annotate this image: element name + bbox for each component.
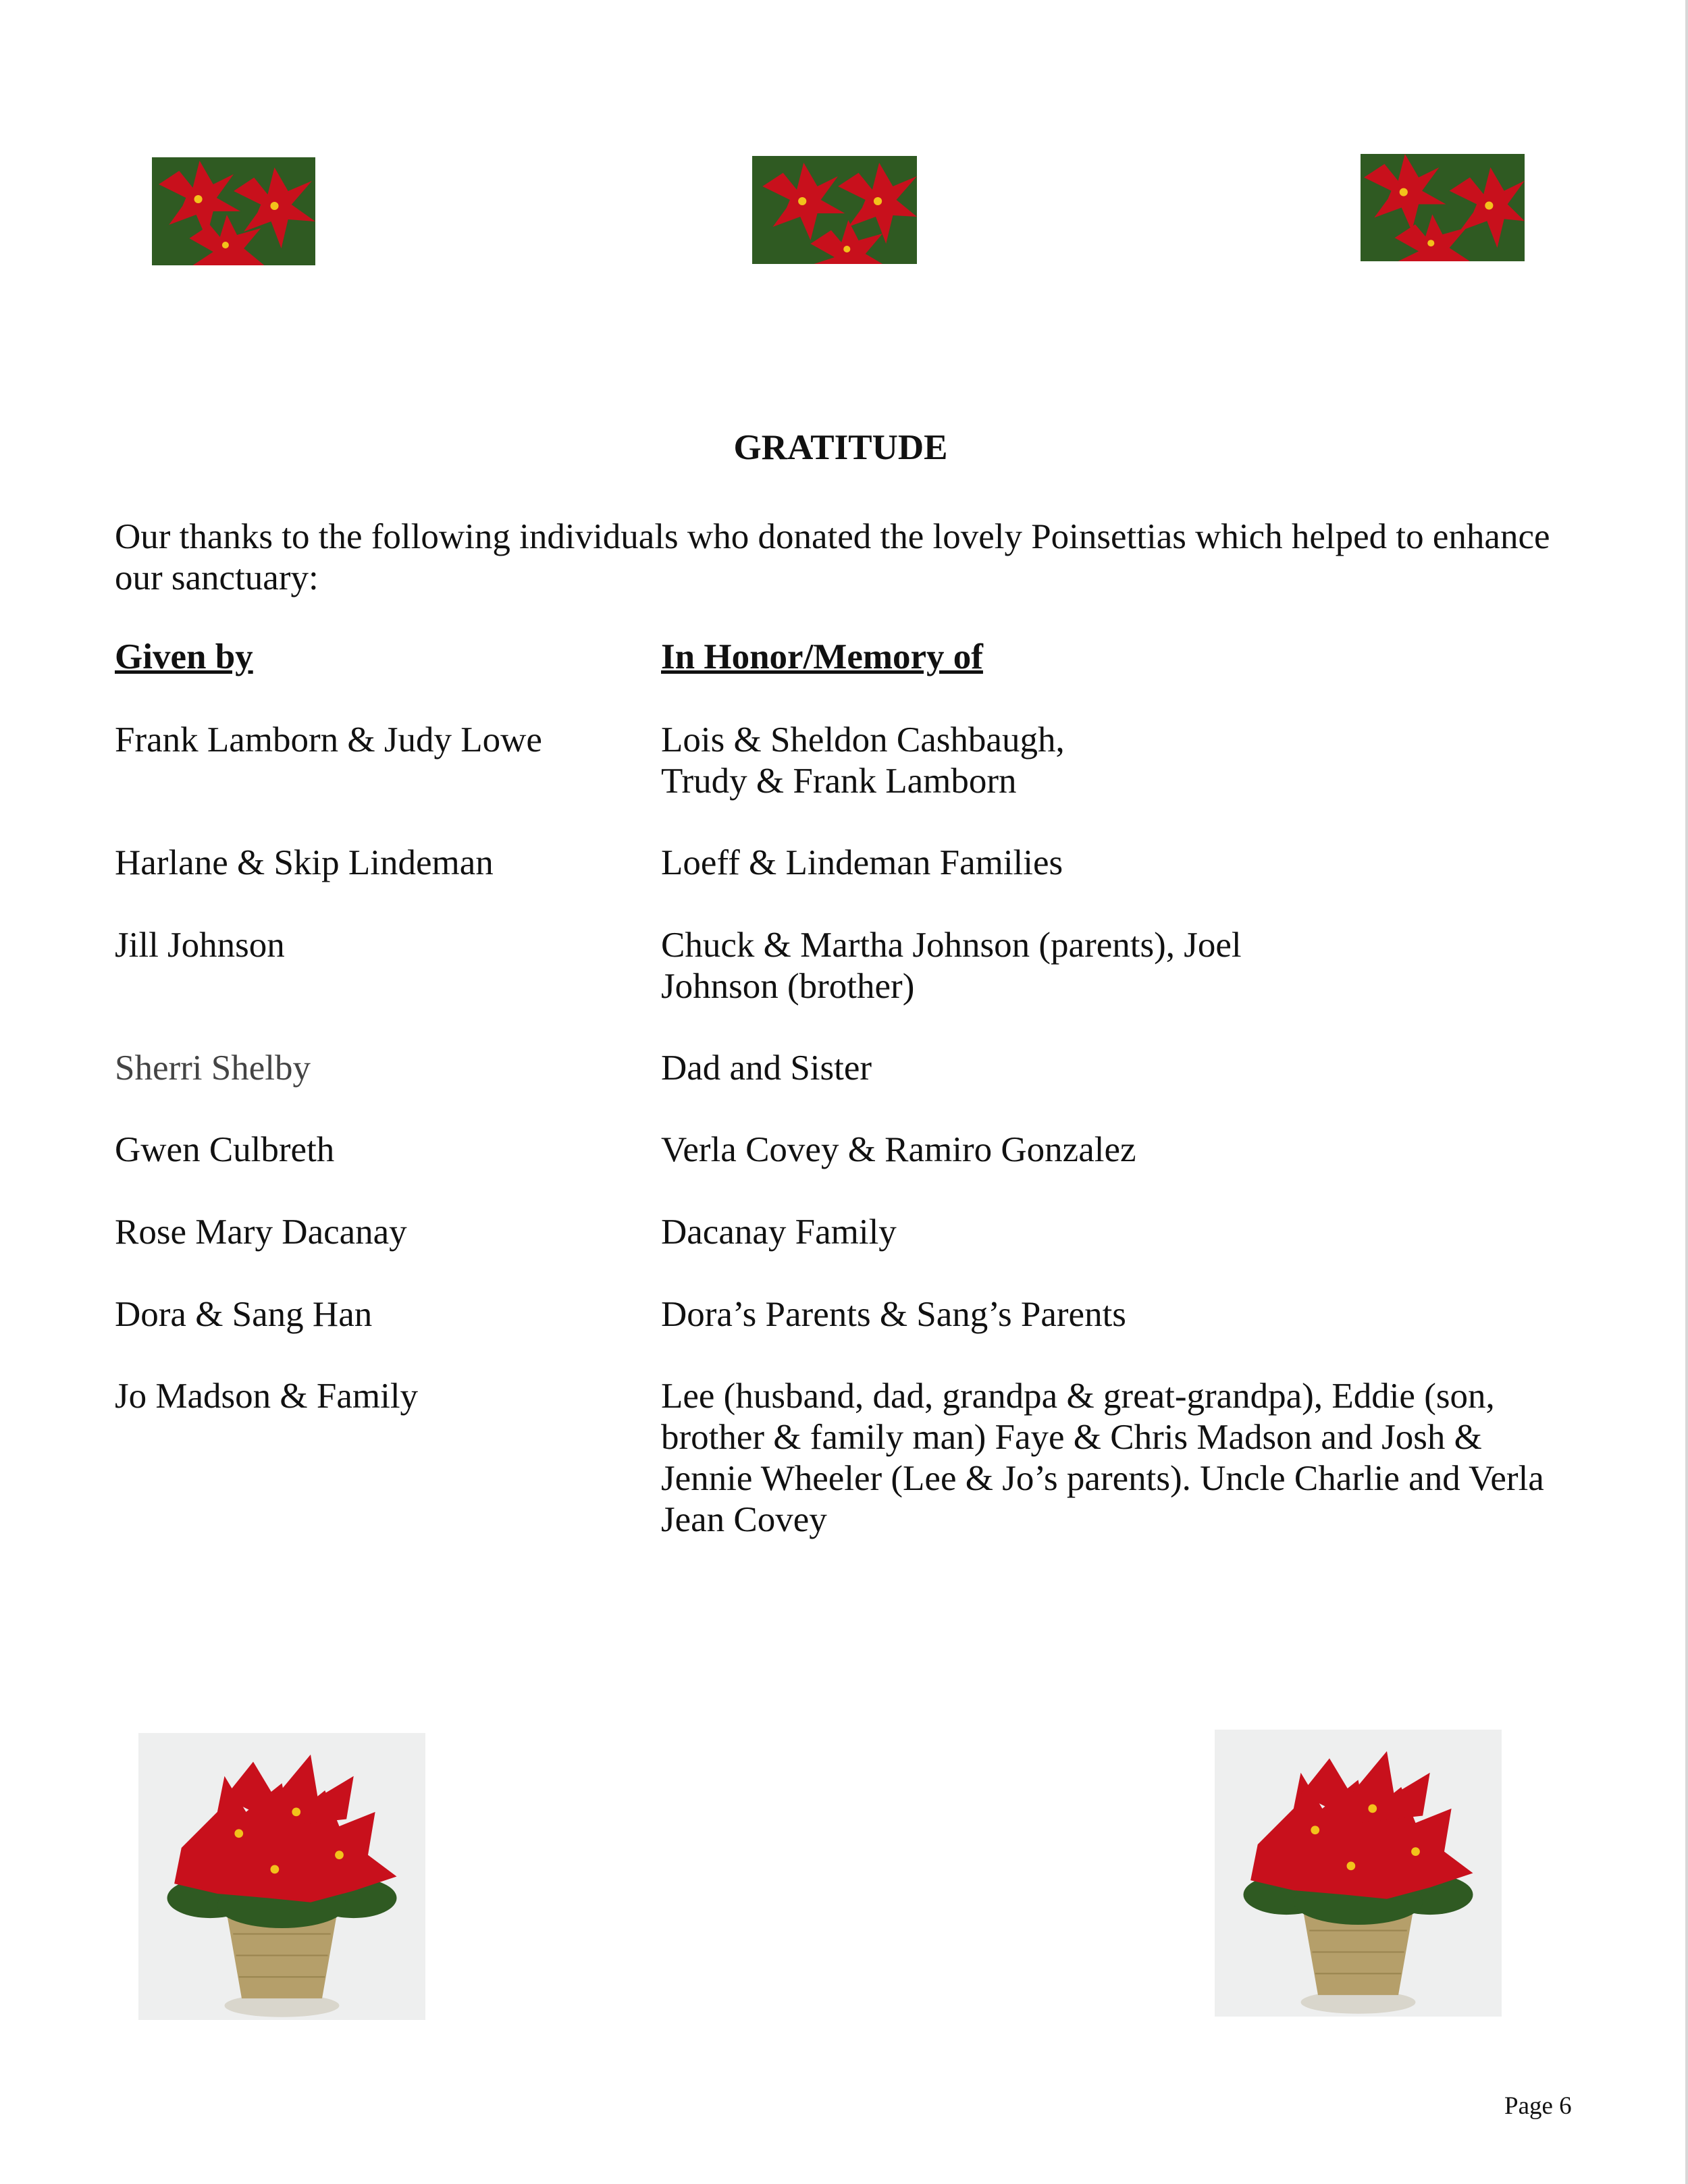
honor-entry: Lee (husband, dad, grandpa & great-grandpa), Eddie (son, brother & family man) Faye & Chris Madson and Josh & Jennie Wheeler (Lee & Jo’s parents). Uncle Charlie and Verla Jean Covey — [661, 1377, 1544, 1539]
given-by-entry: Jo Madson & Family — [115, 1377, 419, 1416]
honor-entry: Chuck & Martha Johnson (parents), Joel Johnson (brother) — [661, 926, 1242, 1006]
potted-poinsettia-photo-left — [138, 1733, 425, 2020]
poinsettia-photo-center — [752, 156, 917, 264]
page-number: Page 6 — [1504, 2092, 1572, 2120]
poinsettia-photo-right — [1361, 154, 1525, 261]
given-by-entry: Sherri Shelby — [115, 1048, 311, 1088]
given-by-entry: Dora & Sang Han — [115, 1295, 373, 1334]
honor-entry: Dad and Sister — [661, 1048, 872, 1088]
given-by-entry: Jill Johnson — [115, 926, 285, 965]
page-edge — [1685, 0, 1688, 2184]
honor-memory-header: In Honor/Memory of — [661, 637, 983, 676]
intro-paragraph: Our thanks to the following individuals who donated the lovely Poinsettias which helped to enhance our sanctuary: — [115, 517, 1550, 597]
honor-entry: Dacanay Family — [661, 1213, 897, 1252]
potted-poinsettia-photo-right — [1215, 1730, 1502, 2017]
given-by-entry: Frank Lamborn & Judy Lowe — [115, 720, 542, 760]
honor-entry: Loeff & Lindeman Families — [661, 843, 1063, 882]
poinsettia-photo-left — [152, 157, 315, 265]
given-by-entry: Harlane & Skip Lindeman — [115, 843, 494, 882]
honor-entry: Verla Covey & Ramiro Gonzalez — [661, 1130, 1136, 1169]
honor-entry: Lois & Sheldon Cashbaugh, Trudy & Frank Lamborn — [661, 720, 1065, 801]
page-title: GRATITUDE — [733, 428, 948, 467]
given-by-header: Given by — [115, 637, 253, 676]
given-by-entry: Rose Mary Dacanay — [115, 1213, 407, 1252]
honor-entry: Dora’s Parents & Sang’s Parents — [661, 1295, 1126, 1334]
given-by-entry: Gwen Culbreth — [115, 1130, 335, 1169]
